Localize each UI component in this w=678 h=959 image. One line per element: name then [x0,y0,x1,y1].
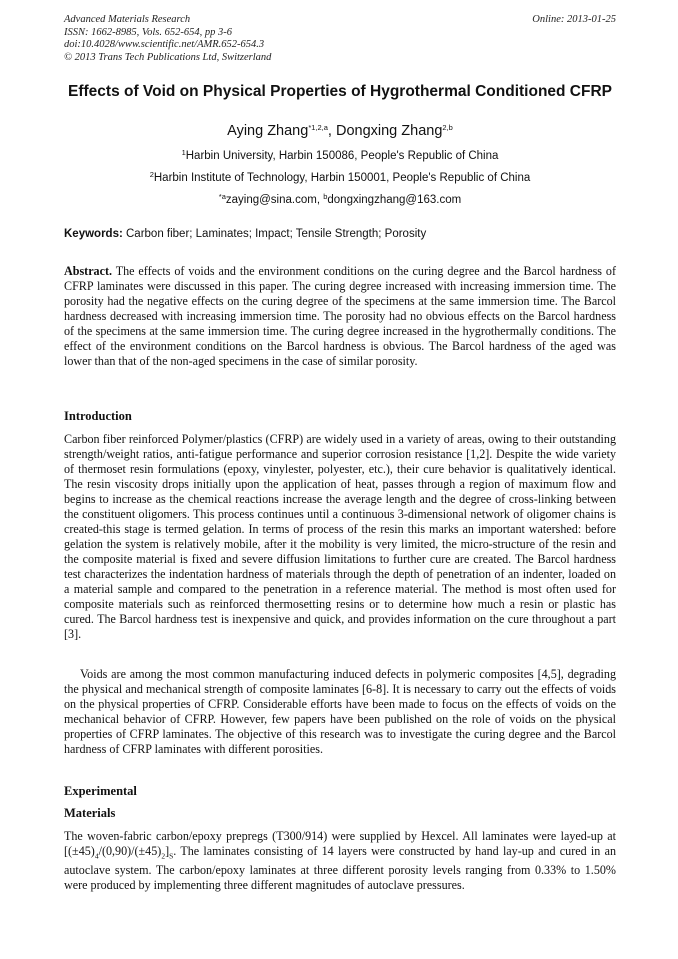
author-name: Dongxing Zhang [335,123,443,139]
author-line [64,122,616,140]
author-name: Aying Zhang [227,123,309,139]
affiliation-text: Harbin Institute of Technology, Harbin 150001, People's Republic of China [153,172,531,184]
affiliation-1 [64,149,616,163]
journal-header [64,14,616,64]
layup-subscript: 2 [161,851,166,861]
introduction-paragraph-1: Carbon fiber reinforced Polymer/plastics (CFRP) are widely used in a variety of areas, owing to their outstanding strength/weight ratios, anti-fatigue performance and superior corrosion resistance [1,2]. Despite the wide variety of thermoset resin formulations (epoxy, vinylester, polyester, etc.), their cure behavior is qualitatively identical. The resin viscosity drops initially upon the application of heat, passes through a region of maximum flow and begins to increase as the chemical reactions increase the average length and the degree of cross-linking between the constituent oligomers. This process continues until a continuous 3-dimensional network of oligomer chains is created-this stage is termed gelation. In terms of process of the resin this marks an important watershed: before gelation the system is relatively mobile, after it the mobility is very limited, the micro-structure of the resin and the composite material is fixed and severe diffusion limitations to further cure are created. The Barcol hardness test characterizes the indentation hardness of materials through the depth of penetration of an indenter, loaded on a material sample and compared to the penetration in a reference material. The method is most often used for composite materials such as reinforced thermosetting resins or to determine how much a resin or plastic has cured. The Barcol hardness test is inexpensive and quick, and provides information on the cure throughout a part [3]. [64,432,616,641]
author-separator: , [327,123,336,139]
layup-subscript: S [169,851,174,861]
journal-issn: ISSN: 1662-8985, Vols. 652-654, pp 3-6 [64,26,232,38]
materials-text: The woven-fabric carbon/epoxy prepregs (T300/914) were supplied by Hexcel. All laminates were layed-up at [(±45) [64,829,616,858]
author-superscript: 2,b [442,123,453,132]
section-heading-introduction: Introduction [64,409,132,423]
journal-copyright: © 2013 Trans Tech Publications Ltd, Switzerland [64,51,272,63]
affiliation-text: Harbin University, Harbin 150086, People's Republic of China [185,150,499,162]
keywords-text: Carbon fiber; Laminates; Impact; Tensile Strength; Porosity [122,228,427,240]
abstract-text: The effects of voids and the environment conditions on the curing degree and the Barcol hardness of CFRP laminates were discussed in this paper. The curing degree increased with increasing immersion time. The porosity had the negative effects on the curing degree of the specimens at the same immersion time. The Barcol hardness decreased with increasing immersion time. The porosity had no obvious effects on the Barcol hardness of the specimens at the same immersion time. The curing degree increased in the hygrothermally conditions. The effect of the environment conditions on the Barcol hardness is obvious. The Barcol hardness of the aged was lower than that of the non-aged specimens in the case of similar porosity. [64,264,616,368]
journal-doi: doi:10.4028/www.scientific.net/AMR.652-654.3 [64,39,265,50]
email-superscript: *a [218,192,226,201]
materials-text: /(0,90)/(±45) [98,844,162,858]
affiliation-superscript: 1 [181,148,186,157]
journal-name: Advanced Materials Research [64,14,191,25]
keywords-line [64,227,624,241]
author-superscript: *1,2,a [308,123,328,132]
keywords-label: Keywords: [64,228,123,240]
section-heading-experimental: Experimental [64,784,137,798]
email-address[interactable]: zaying@sina.com, [225,194,324,206]
subsection-heading-materials: Materials [64,806,116,820]
layup-subscript: 4 [94,851,99,861]
affiliation-superscript: 2 [149,170,154,179]
introduction-paragraph-2: Voids are among the most common manufacturing induced defects in polymeric composites [4,5], degrading the physical and mechanical strength of composite laminates [6-8]. It is necessary to carry out the effects of voids on the physical properties of CFRP. Considerable efforts have been made to focus on the effects of voids on the mechanical behavior of CFRP. However, few papers have been published on the role of voids on the physical properties of CFRP laminates. The objective of this research was to investigate the curing degree and the Barcol hardness of CFRP laminates with different porosities. [64,667,616,756]
paper-title: Effects of Void on Physical Properties of Hygrothermal Conditioned CFRP [68,83,612,100]
affiliation-2 [64,171,616,185]
email-address[interactable]: dongxingzhang@163.com [327,194,462,206]
materials-text: . The laminates consisting of 14 layers were constructed by hand lay-up and cured in an autoclave system. The carbon/epoxy laminates at three different porosity levels ranging from 0.33% to 1.50% were produced by implementing three different magnitudes of autoclave pressures. [64,844,616,893]
email-line [64,193,616,207]
materials-paragraph [64,829,616,893]
email-superscript: b [323,192,328,201]
materials-text: ] [165,844,170,858]
abstract-label: Abstract. [64,264,113,278]
online-date: Online: 2013-01-25 [532,14,616,25]
abstract-paragraph [64,264,616,369]
